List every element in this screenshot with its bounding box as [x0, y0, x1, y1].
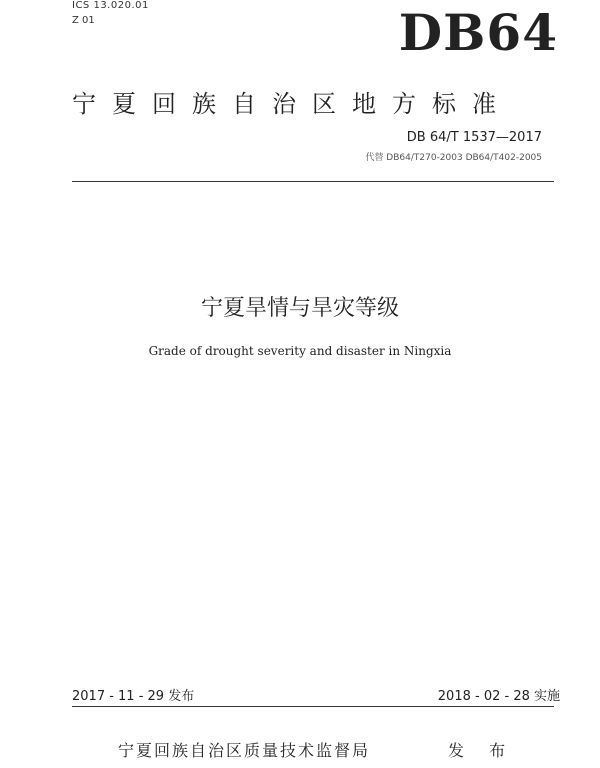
ics-code: ICS 13.020.01: [72, 0, 149, 11]
top-divider: [72, 181, 554, 182]
issue-date: 2017 - 11 - 29 发布: [72, 689, 195, 704]
standard-logo: DB64: [398, 3, 558, 62]
publisher: 宁夏回族自治区质量技术监督局: [118, 741, 371, 760]
document-title-en: Grade of drought severity and disaster in Ningxia: [148, 344, 452, 358]
standard-number: DB 64/T 1537—2017: [406, 130, 542, 145]
classification-code: Z 01: [72, 15, 95, 26]
publish-label: 发 布: [448, 741, 516, 760]
replaces-note: 代替 DB64/T270-2003 DB64/T402-2005: [365, 153, 542, 163]
standard-type-title: 宁夏回族自治区地方标准: [72, 90, 512, 118]
bottom-divider: [72, 706, 554, 707]
implementation-date: 2018 - 02 - 28 实施: [437, 689, 560, 704]
document-title-cn: 宁夏旱情与旱灾等级: [200, 296, 399, 321]
